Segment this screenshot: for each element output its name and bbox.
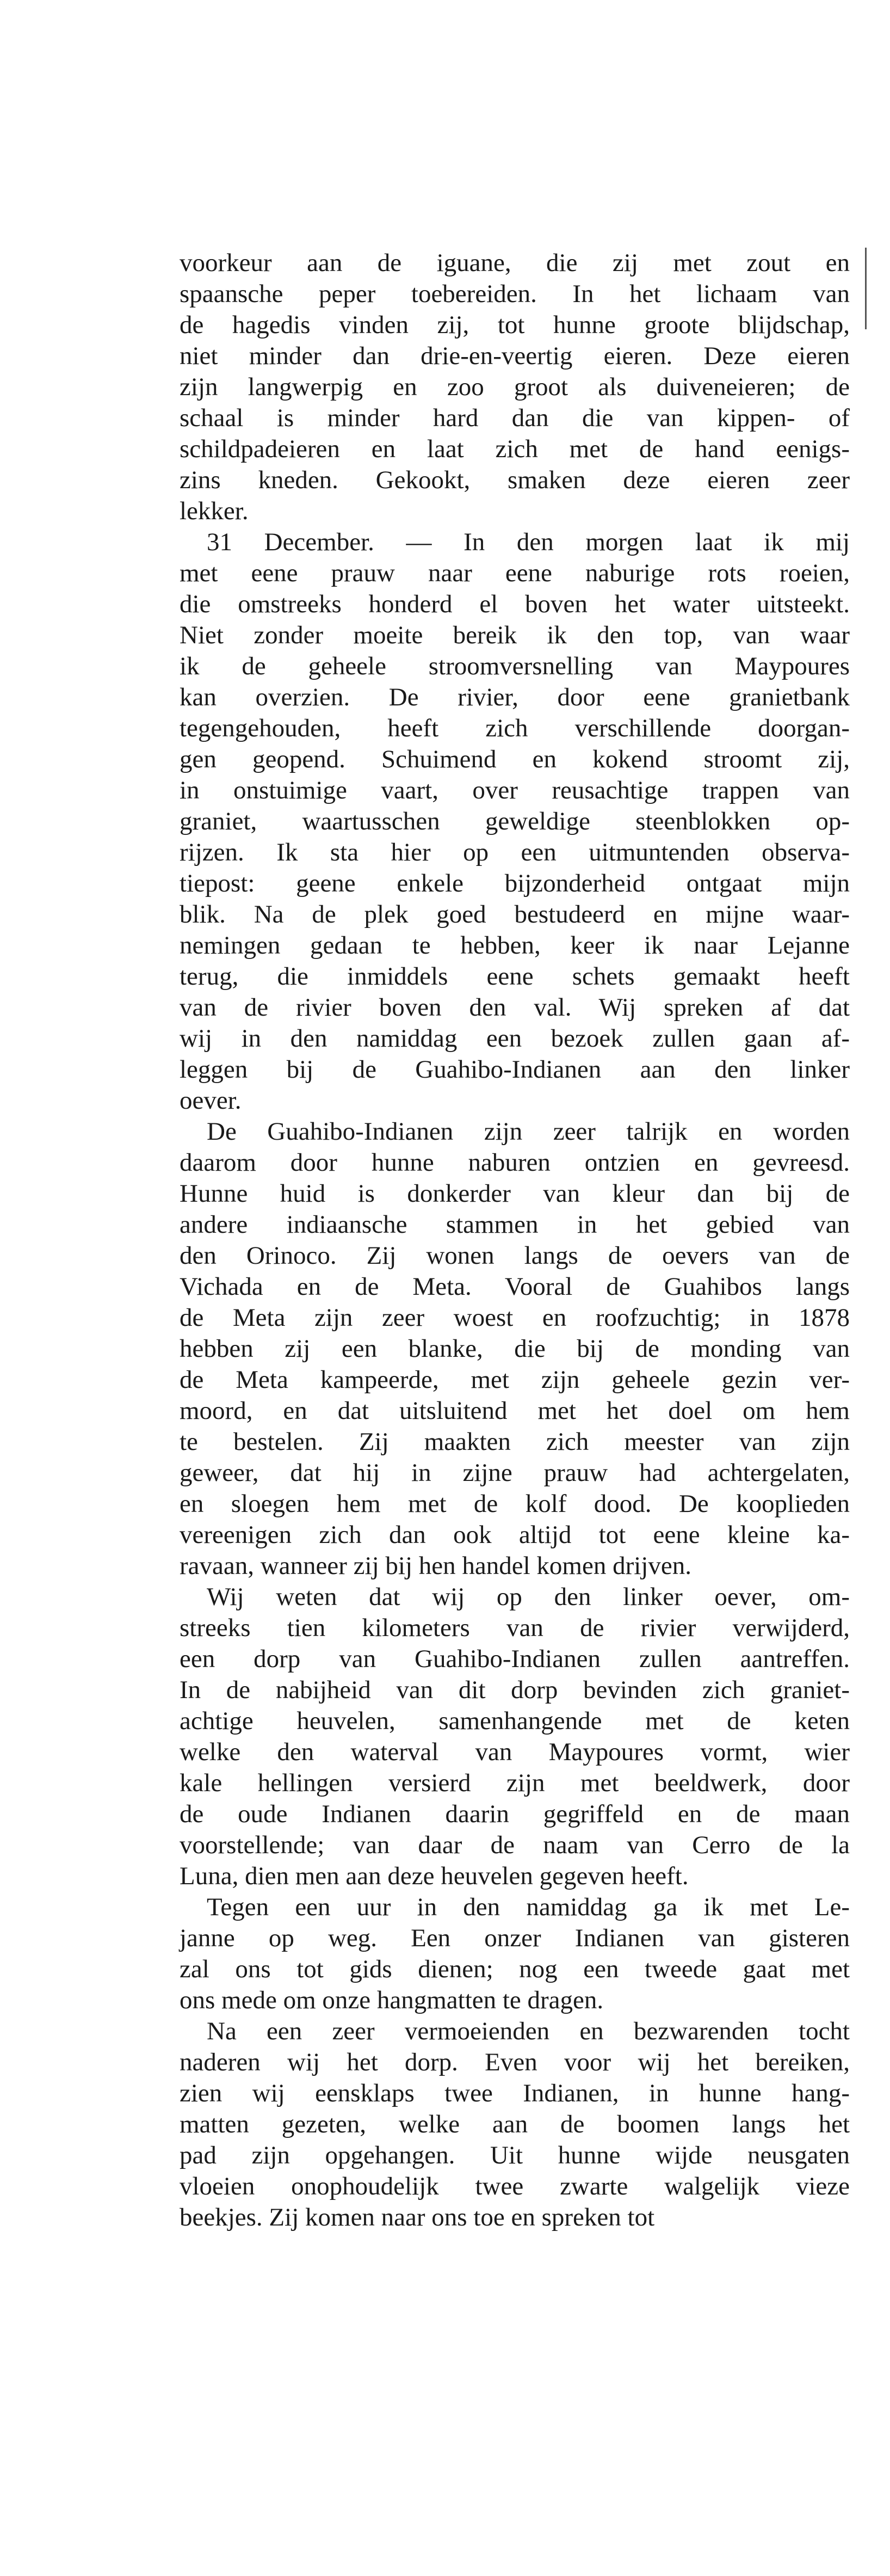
text-line: nemingen gedaan te hebben, keer ik naar Lejanne [180, 931, 850, 960]
text-line: te bestelen. Zij maakten zich meester van zijn [180, 1428, 850, 1456]
text-line: de Meta kampeerde, met zijn geheele gezin ver- [180, 1366, 850, 1394]
text-line: voorstellende; van daar de naam van Cerro de la [180, 1831, 850, 1859]
text-line: de hagedis vinden zij, tot hunne groote blijdschap, [180, 311, 850, 339]
text-line: ik de geheele stroomversnelling van Maypoures [180, 652, 850, 680]
text-line: moord, en dat uitsluitend met het doel om hem [180, 1397, 850, 1425]
paragraph [180, 2016, 850, 2233]
text-line: andere indiaansche stammen in het gebied van [180, 1210, 850, 1239]
text-line: van de rivier boven den val. Wij spreken af dat [180, 993, 850, 1022]
text-line: rijzen. Ik sta hier op een uitmuntenden observa- [180, 838, 850, 866]
text-line: 31 December. — In den morgen laat ik mij [207, 528, 850, 556]
text-line: kale hellingen versierd zijn met beeldwerk, door [180, 1769, 850, 1797]
text-line: hebben zij een blanke, die bij de monding van [180, 1335, 850, 1363]
text-line: Na een zeer vermoeienden en bezwarenden tocht [207, 2017, 850, 2045]
text-line: de oude Indianen daarin gegriffeld en de maan [180, 1800, 850, 1828]
text-line: Tegen een uur in den namiddag ga ik met Le- [207, 1893, 850, 1921]
text-line: daarom door hunne naburen ontzien en gevreesd. [180, 1148, 850, 1177]
text-line: tegengehouden, heeft zich verschillende doorgan- [180, 714, 850, 742]
text-line: janne op weg. Een onzer Indianen van gisteren [180, 1924, 850, 1952]
text-line: De Guahibo-Indianen zijn zeer talrijk en worden [207, 1117, 850, 1146]
text-line: Hunne huid is donkerder van kleur dan bij de [180, 1179, 850, 1208]
text-line: zins kneden. Gekookt, smaken deze eieren zeer [180, 466, 850, 494]
text-line: geweer, dat hij in zijne prauw had achtergelaten, [180, 1459, 850, 1487]
text-line: schaal is minder hard dan die van kippen- of [180, 404, 850, 432]
text-line: in onstuimige vaart, over reusachtige trappen van [180, 776, 850, 804]
text-line: welke den waterval van Maypoures vormt, wier [180, 1738, 850, 1766]
paragraph [180, 1582, 850, 1892]
text-line: Niet zonder moeite bereik ik den top, van waar [180, 621, 850, 649]
text-line: zijn langwerpig en zoo groot als duiveneieren; de [180, 373, 850, 401]
text-line: matten gezeten, welke aan de boomen langs het [180, 2110, 850, 2138]
text-line: kan overzien. De rivier, door eene granietbank [180, 683, 850, 711]
paragraph [180, 527, 850, 1116]
margin-rule [865, 248, 867, 329]
text-line: achtige heuvelen, samenhangende met de keten [180, 1707, 850, 1735]
text-line: pad zijn opgehangen. Uit hunne wijde neusgaten [180, 2141, 850, 2169]
text-line: gen geopend. Schuimend en kokend stroomt zij, [180, 745, 850, 773]
text-line: en sloegen hem met de kolf dood. De kooplieden [180, 1490, 850, 1518]
text-line: schildpadeieren en laat zich met de hand eenigs- [180, 435, 850, 463]
text-line: zien wij eensklaps twee Indianen, in hunne hang- [180, 2079, 850, 2107]
text-line: oever. [180, 1086, 242, 1115]
text-line: beekjes. Zij komen naar ons toe en spreken tot [180, 2203, 655, 2231]
text-line: lekker. [180, 497, 249, 525]
text-column [180, 248, 850, 2233]
text-line: ravaan, wanneer zij bij hen handel komen drijven. [180, 1552, 691, 1580]
paragraph [180, 1892, 850, 2016]
text-line: met eene prauw naar eene naburige rots roeien, [180, 559, 850, 587]
text-line: graniet, waartusschen geweldige steenblokken op- [180, 807, 850, 835]
text-line: niet minder dan drie-en-veertig eieren. Deze eieren [180, 342, 850, 370]
text-line: leggen bij de Guahibo-Indianen aan den linker [180, 1055, 850, 1084]
text-line: vloeien onophoudelijk twee zwarte walgelijk vieze [180, 2172, 850, 2200]
text-line: de Meta zijn zeer woest en roofzuchtig; in 1878 [180, 1304, 850, 1332]
text-line: wij in den namiddag een bezoek zullen gaan af- [180, 1024, 850, 1053]
text-line: blik. Na de plek goed bestudeerd en mijne waar- [180, 900, 850, 929]
text-line: vereenigen zich dan ook altijd tot eene kleine ka- [180, 1521, 850, 1549]
text-line: Wij weten dat wij op den linker oever, om- [207, 1583, 850, 1611]
text-line: voorkeur aan de iguane, die zij met zout en [180, 249, 850, 277]
text-line: zal ons tot gids dienen; nog een tweede gaat met [180, 1955, 850, 1983]
text-line: In de nabijheid van dit dorp bevinden zich graniet- [180, 1676, 850, 1704]
text-line: ons mede om onze hangmatten te dragen. [180, 1986, 604, 2014]
text-line: Luna, dien men aan deze heuvelen gegeven heeft. [180, 1862, 689, 1890]
text-line: tiepost: geene enkele bijzonderheid ontgaat mijn [180, 869, 850, 897]
paragraph [180, 248, 850, 527]
text-line: terug, die inmiddels eene schets gemaakt heeft [180, 962, 850, 991]
text-line: naderen wij het dorp. Even voor wij het bereiken, [180, 2048, 850, 2076]
text-line: den Orinoco. Zij wonen langs de oevers van de [180, 1241, 850, 1270]
text-line: die omstreeks honderd el boven het water uitsteekt. [180, 590, 850, 618]
text-line: Vichada en de Meta. Vooral de Guahibos langs [180, 1272, 850, 1301]
text-line: een dorp van Guahibo-Indianen zullen aantreffen. [180, 1645, 850, 1673]
text-line: spaansche peper toebereiden. In het lichaam van [180, 280, 850, 308]
paragraph [180, 1116, 850, 1582]
text-line: streeks tien kilometers van de rivier verwijderd, [180, 1614, 850, 1642]
